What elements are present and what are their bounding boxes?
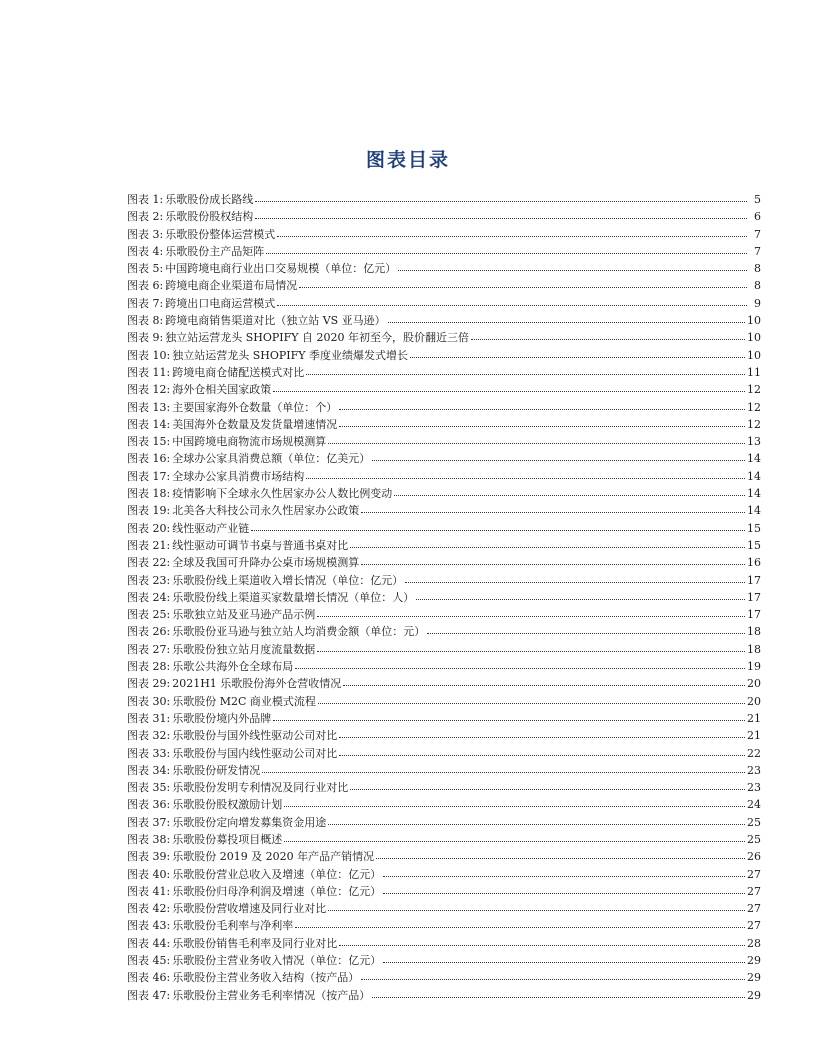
toc-entry-label: 图表 37: [127,815,171,829]
toc-entry[interactable] [127,693,761,710]
toc-entry[interactable] [127,675,761,692]
toc-entry-label: 图表 38: [127,832,171,846]
toc-entry-text: 乐歌股份研发情况 [172,763,261,777]
toc-entry-text: 中国跨境电商物流市场规模测算 [172,435,327,449]
toc-dot-leader [306,468,745,479]
toc-entry-page-number: 10 [747,348,761,362]
toc-dot-leader [251,520,745,531]
toc-entry-text: 乐歌股份与国外线性驱动公司对比 [172,729,338,743]
toc-entry-text: 北美各大科技公司永久性居家办公政策 [172,504,360,518]
toc-entry-text: 独立站运营龙头 SHOPIFY 季度业绩爆发式增长 [172,348,408,362]
toc-dot-leader [318,693,745,704]
toc-entry[interactable] [127,416,761,433]
toc-entry-label: 图表 14: [127,417,171,431]
toc-entry-page-number: 10 [747,314,761,328]
toc-entry[interactable] [127,779,761,796]
toc-entry-text: 乐歌股份归母净利润及增速（单位：亿元） [172,884,382,898]
toc-dot-leader [295,917,745,928]
toc-entry-page-number: 19 [747,660,761,674]
toc-dot-leader [350,779,745,790]
toc-entry-page-number: 13 [747,435,761,449]
toc-entry-label: 图表 29: [127,677,171,691]
toc-entry-label: 图表 31: [127,711,171,725]
toc-entry-text: 乐歌股份发明专利情况及同行业对比 [172,781,349,795]
toc-dot-leader [361,554,745,565]
toc-entry[interactable] [127,554,761,571]
toc-entry-label: 图表 32: [127,729,171,743]
toc-entry-text: 乐歌股份独立站月度流量数据 [172,642,316,656]
toc-entry-page-number: 12 [747,400,761,414]
toc-entry-label: 图表 27: [127,642,171,656]
toc-entry[interactable] [127,710,761,727]
toc-entry-page-number: 27 [747,919,761,933]
toc-entry-label: 图表 46: [127,971,171,985]
toc-entry-text: 乐歌股份与国内线性驱动公司对比 [172,746,338,760]
toc-entry-text: 乐歌股份股权激励计划 [172,798,283,812]
toc-entry-text: 2021H1 乐歌股份海外仓营收情况 [172,677,342,691]
toc-dot-leader [383,866,745,877]
toc-entry-page-number: 29 [747,971,761,985]
toc-entry-text: 全球办公家具消费市场结构 [172,469,305,483]
toc-dot-leader [350,537,745,548]
toc-dot-leader [339,935,745,946]
toc-entry-page-number: 5 [754,193,761,206]
toc-entry-text: 线性驱动可调节书桌与普通书桌对比 [172,538,349,552]
toc-entry-text: 乐歌股份成长路线 [165,193,254,206]
toc-entry-page-number: 11 [747,365,761,379]
toc-entry-label: 图表 17: [127,469,171,483]
toc-entry-page-number: 23 [747,763,761,777]
toc-entry-text: 乐歌股份主营业务收入情况（单位：亿元） [172,954,382,968]
toc-entry-label: 图表 10: [127,348,171,362]
toc-entry-text: 主要国家海外仓数量（单位：个） [172,400,338,414]
toc-entry-page-number: 29 [747,954,761,968]
toc-entry-text: 乐歌股份整体运营模式 [165,227,276,241]
toc-entry-label: 图表 34: [127,763,171,777]
toc-entry-text: 乐歌股份定向增发募集资金用途 [172,815,327,829]
toc-entry-page-number: 15 [747,521,761,535]
toc-dot-leader [273,710,745,721]
toc-entry[interactable] [127,450,761,467]
toc-entry[interactable] [127,572,761,589]
toc-entry-page-number: 14 [747,469,761,483]
toc-entry-page-number: 14 [747,452,761,466]
toc-entry-label: 图表 43: [127,919,171,933]
toc-entry-label: 图表 16: [127,452,171,466]
toc-entry-page-number: 27 [747,884,761,898]
toc-dot-leader [339,727,745,738]
toc-entry-page-number: 7 [754,244,761,258]
toc-entry-page-number: 23 [747,781,761,795]
toc-entry-page-number: 9 [754,296,761,310]
toc-entry-label: 图表 40: [127,867,171,881]
toc-entry-text: 乐歌股份股权结构 [165,210,254,224]
toc-entry[interactable] [127,658,761,675]
toc-entry-label: 图表 21: [127,538,171,552]
toc-dot-leader [273,381,745,392]
toc-entry-text: 全球办公家具消费总额（单位：亿美元） [172,452,371,466]
toc-entry[interactable] [127,796,761,813]
toc-entry[interactable] [127,347,761,364]
toc-entry-page-number: 25 [747,815,761,829]
toc-entry-page-number: 16 [747,556,761,570]
toc-dot-leader [328,433,745,444]
toc-entry-page-number: 26 [747,850,761,864]
toc-entry-text: 乐歌股份主营业务收入结构（按产品） [172,971,360,985]
toc-entry-page-number: 20 [747,694,761,708]
toc-entry-page-number: 14 [747,487,761,501]
toc-entry-text: 独立站运营龙头 SHOPIFY 自 2020 年初至今，股价翻近三倍 [165,331,469,345]
toc-dot-leader [299,277,747,288]
toc-entry-label: 图表 28: [127,660,171,674]
toc-entry-label: 图表 11: [127,365,171,379]
toc-dot-leader [339,399,745,410]
toc-entry-label: 图表 8: [127,314,164,328]
toc-entry[interactable] [127,762,761,779]
toc-entry-label: 图表 30: [127,694,171,708]
toc-dot-leader [295,658,745,669]
toc-dot-leader [284,831,745,842]
toc-entry-page-number: 17 [747,573,761,587]
toc-entry[interactable] [127,520,761,537]
toc-entry-label: 图表 47: [127,988,171,1002]
toc-dot-leader [339,416,745,427]
toc-entry-label: 图表 45: [127,954,171,968]
toc-entry-text: 美国海外仓数量及发货量增速情况 [172,417,338,431]
toc-entry-page-number: 27 [747,867,761,881]
toc-entry-label: 图表 44: [127,936,171,950]
toc-entry-page-number: 15 [747,538,761,552]
toc-entry-label: 图表 12: [127,383,171,397]
toc-entry[interactable] [127,987,761,1004]
toc-entry[interactable] [127,502,761,519]
toc-dot-leader [262,762,745,773]
toc-dot-leader [317,641,745,652]
toc-entry-text: 跨境出口电商运营模式 [165,296,276,310]
toc-entry-text: 乐歌股份主产品矩阵 [165,244,265,258]
toc-entry-page-number: 25 [747,832,761,846]
toc-dot-leader [416,589,745,600]
toc-entry[interactable] [127,814,761,831]
toc-entry-text: 乐歌股份 2019 及 2020 年产品产销情况 [172,850,375,864]
toc-entry-page-number: 12 [747,383,761,397]
toc-entry-label: 图表 15: [127,435,171,449]
toc-entry-text: 跨境电商销售渠道对比（独立站 VS 亚马逊） [165,314,386,328]
toc-entry-label: 图表 9: [127,331,164,345]
toc-entry[interactable] [127,935,761,952]
toc-entry[interactable] [127,831,761,848]
toc-dot-leader [361,502,745,513]
toc-title: 图表目录 [365,149,450,171]
toc-entry[interactable] [127,277,761,294]
toc-entry-text: 乐歌股份毛利率与净利率 [172,919,294,933]
toc-entry-label: 图表 13: [127,400,171,414]
toc-entry[interactable] [127,848,761,865]
toc-dot-leader [471,329,745,340]
toc-entry-text: 跨境电商仓储配送模式对比 [172,365,305,379]
toc-list [127,191,761,1004]
toc-entry-page-number: 18 [747,642,761,656]
toc-entry-page-number: 18 [747,625,761,639]
toc-dot-leader [317,606,745,617]
toc-dot-leader [405,572,745,583]
toc-entry-text: 乐歌独立站及亚马逊产品示例 [172,608,316,622]
toc-entry-text: 乐歌股份亚马逊与独立站人均消费金额（单位：元） [172,625,426,639]
toc-dot-leader [383,952,745,963]
toc-dot-leader [343,675,745,686]
toc-entry-text: 乐歌股份营业总收入及增速（单位：亿元） [172,867,382,881]
toc-entry-text: 乐歌股份销售毛利率及同行业对比 [172,936,338,950]
toc-entry[interactable] [127,191,761,208]
toc-entry-label: 图表 1: [127,193,164,206]
toc-entry[interactable] [127,745,761,762]
toc-entry[interactable] [127,243,761,260]
toc-entry[interactable] [127,381,761,398]
toc-entry-page-number: 10 [747,331,761,345]
toc-entry-label: 图表 7: [127,296,164,310]
toc-entry-text: 乐歌股份线上渠道收入增长情况（单位：亿元） [172,573,404,587]
toc-dot-leader [398,260,747,271]
toc-dot-leader [410,347,745,358]
toc-entry-page-number: 28 [747,936,761,950]
toc-entry[interactable] [127,883,761,900]
toc-entry[interactable] [127,623,761,640]
toc-entry-text: 疫情影响下全球永久性居家办公人数比例变动 [172,487,393,501]
toc-entry[interactable] [127,399,761,416]
toc-dot-leader [277,226,747,237]
toc-entry-label: 图表 5: [127,262,164,276]
toc-entry[interactable] [127,226,761,243]
toc-dot-leader [372,987,745,998]
toc-entry-label: 图表 4: [127,244,164,258]
toc-dot-leader [388,312,745,323]
toc-entry[interactable] [127,900,761,917]
toc-dot-leader [361,969,745,980]
toc-entry[interactable] [127,589,761,606]
toc-entry-label: 图表 3: [127,227,164,241]
toc-entry[interactable] [127,312,761,329]
toc-entry-text: 乐歌股份主营业务毛利率情况（按产品） [172,988,371,1002]
toc-entry-text: 海外仓相关国家政策 [172,383,272,397]
toc-dot-leader [266,243,747,254]
toc-entry-text: 乐歌股份 M2C 商业模式流程 [172,694,316,708]
toc-entry-label: 图表 35: [127,781,171,795]
toc-entry[interactable] [127,329,761,346]
toc-entry-label: 图表 36: [127,798,171,812]
toc-entry[interactable] [127,468,761,485]
toc-dot-leader [306,364,745,375]
toc-entry-label: 图表 24: [127,590,171,604]
toc-entry-label: 图表 26: [127,625,171,639]
toc-dot-leader [372,450,745,461]
toc-entry-label: 图表 33: [127,746,171,760]
toc-entry-page-number: 17 [747,590,761,604]
toc-entry[interactable] [127,727,761,744]
toc-entry[interactable] [127,866,761,883]
toc-entry[interactable] [127,537,761,554]
toc-entry-label: 图表 20: [127,521,171,535]
toc-entry-page-number: 21 [747,711,761,725]
toc-entry[interactable] [127,641,761,658]
toc-entry-text: 乐歌股份募投项目概述 [172,832,283,846]
toc-entry-label: 图表 22: [127,556,171,570]
toc-dot-leader [255,208,747,219]
toc-entry[interactable] [127,295,761,312]
toc-entry-page-number: 7 [754,227,761,241]
toc-entry-page-number: 24 [747,798,761,812]
toc-entry-page-number: 21 [747,729,761,743]
toc-entry[interactable] [127,208,761,225]
toc-dot-leader [284,796,745,807]
toc-entry-text: 全球及我国可升降办公桌市场规模测算 [172,556,360,570]
toc-entry-label: 图表 18: [127,487,171,501]
toc-entry[interactable] [127,485,761,502]
toc-dot-leader [277,295,747,306]
toc-entry-label: 图表 25: [127,608,171,622]
toc-entry-page-number: 17 [747,608,761,622]
toc-entry-page-number: 29 [747,988,761,1002]
toc-entry-text: 乐歌股份营收增速及同行业对比 [172,902,327,916]
toc-dot-leader [255,191,747,202]
toc-entry-page-number: 22 [747,746,761,760]
toc-entry[interactable] [127,606,761,623]
toc-entry-text: 线性驱动产业链 [172,521,250,535]
toc-entry-label: 图表 42: [127,902,171,916]
toc-entry-label: 图表 39: [127,850,171,864]
toc-entry-page-number: 12 [747,417,761,431]
toc-entry-page-number: 20 [747,677,761,691]
toc-entry-label: 图表 23: [127,573,171,587]
toc-entry-label: 图表 6: [127,279,164,293]
toc-dot-leader [376,848,745,859]
toc-entry[interactable] [127,260,761,277]
toc-entry-text: 乐歌公共海外仓全球布局 [172,660,294,674]
toc-dot-leader [427,623,745,634]
toc-entry-label: 图表 19: [127,504,171,518]
toc-dot-leader [383,883,745,894]
toc-entry[interactable] [127,952,761,969]
toc-dot-leader [394,485,745,496]
toc-entry-label: 图表 2: [127,210,164,224]
toc-entry-label: 图表 41: [127,884,171,898]
toc-dot-leader [339,745,745,756]
toc-entry[interactable] [127,364,761,381]
toc-entry-page-number: 14 [747,504,761,518]
toc-entry-page-number: 8 [754,279,761,293]
toc-entry-page-number: 27 [747,902,761,916]
toc-entry-page-number: 6 [754,210,761,224]
toc-dot-leader [328,900,745,911]
toc-dot-leader [328,814,745,825]
toc-entry[interactable] [127,433,761,450]
toc-entry-text: 乐歌股份境内外品牌 [172,711,272,725]
toc-entry-text: 跨境电商企业渠道布局情况 [165,279,298,293]
toc-entry-page-number: 8 [754,262,761,276]
toc-entry[interactable] [127,917,761,934]
toc-entry[interactable] [127,969,761,986]
toc-entry-text: 中国跨境电商行业出口交易规模（单位：亿元） [165,262,397,276]
toc-entry-text: 乐歌股份线上渠道买家数量增长情况（单位：人） [172,590,415,604]
